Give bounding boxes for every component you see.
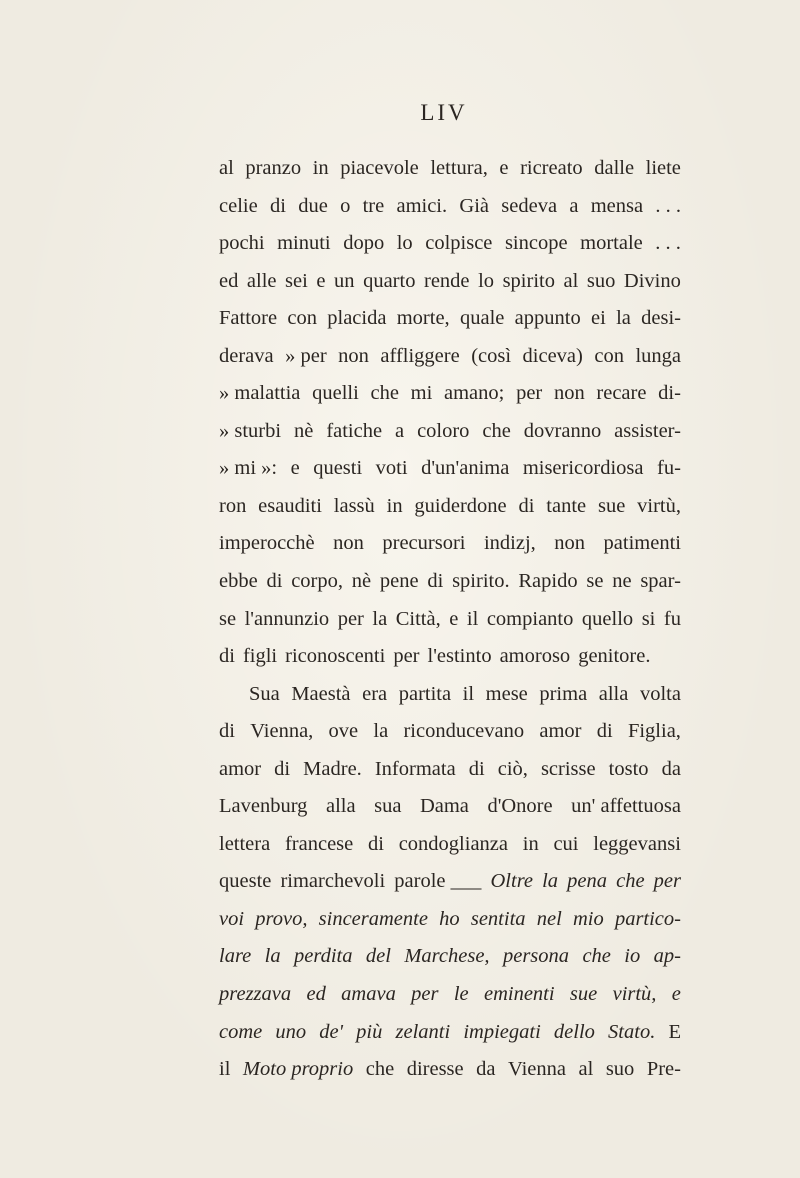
word: ho: [439, 907, 460, 930]
word: guiderdone: [414, 494, 507, 517]
word: Dama: [419, 795, 469, 818]
word: l'annunzio: [244, 607, 330, 630]
word: di: [596, 720, 613, 743]
word: voi: [219, 907, 245, 930]
word: che: [370, 382, 399, 405]
word: fatiche: [326, 419, 383, 442]
text-line: [219, 601, 681, 639]
word: suo: [605, 1058, 635, 1081]
word: di: [269, 194, 286, 217]
word: prima: [539, 682, 588, 705]
word: amor: [539, 720, 582, 743]
word: d'un'anima: [421, 457, 510, 480]
word: persona: [502, 945, 570, 968]
word: non: [553, 382, 585, 405]
word: di: [266, 570, 283, 593]
word: Divino: [623, 269, 681, 292]
word: lunga: [635, 344, 681, 367]
word: mi: [410, 382, 433, 405]
word: di: [518, 494, 535, 517]
word: impiegati: [463, 1020, 541, 1043]
word: con: [594, 344, 624, 367]
word: diceva): [522, 344, 583, 367]
word: lo: [396, 232, 413, 255]
word: placida: [327, 307, 387, 330]
word: volta: [639, 682, 681, 705]
word: a: [569, 194, 579, 217]
body-text: [219, 150, 681, 1089]
word: più: [356, 1020, 383, 1043]
word: Figlia,: [627, 720, 681, 743]
word: desi-: [641, 307, 681, 330]
word: da: [476, 1058, 496, 1081]
text-line: [219, 1051, 681, 1089]
word: genitore.: [578, 645, 651, 668]
word: ne: [612, 570, 632, 593]
word: Maestà: [291, 682, 351, 705]
word: voti: [375, 457, 408, 480]
word: uno: [275, 1020, 307, 1043]
word: prezzava: [219, 983, 292, 1006]
word: riconoscenti: [285, 645, 386, 668]
word: non: [338, 344, 369, 367]
word: figli: [242, 645, 278, 668]
word: ciò,: [497, 757, 528, 780]
word: piacevole: [340, 157, 419, 179]
word: pranzo: [245, 157, 302, 179]
word: ove: [328, 720, 359, 743]
word: esauditi: [258, 494, 322, 517]
word: Pre-: [646, 1058, 681, 1081]
word: spirito: [502, 269, 555, 292]
word: di: [219, 645, 235, 668]
text-line: [219, 338, 681, 376]
word: da: [661, 757, 681, 780]
word: per: [393, 645, 420, 668]
text-line: [219, 525, 681, 563]
word: compianto: [486, 607, 574, 630]
word: coloro: [417, 419, 470, 442]
word: pena: [567, 870, 608, 893]
word: appunto: [514, 307, 581, 330]
word: sinceramente: [318, 907, 428, 930]
word: sua: [374, 795, 402, 818]
word: minuti: [277, 232, 331, 255]
word: de': [319, 1020, 344, 1043]
word: dello: [553, 1020, 595, 1043]
word: la: [616, 307, 631, 330]
word: lo: [478, 269, 495, 292]
word: di: [368, 832, 384, 855]
word: cui: [553, 832, 579, 855]
word: amoroso: [499, 645, 571, 668]
text-line: [219, 375, 681, 413]
word: per: [411, 983, 439, 1006]
word: il: [219, 1058, 231, 1081]
word: al: [563, 269, 579, 292]
word: che: [582, 945, 611, 968]
word: se: [219, 607, 237, 630]
text-line: [219, 638, 681, 676]
text-line: [219, 488, 681, 526]
text-line: [219, 300, 681, 338]
word: due: [298, 194, 328, 217]
word: e: [316, 269, 326, 292]
word: di-: [658, 382, 681, 405]
word: Moto proprio: [242, 1058, 354, 1081]
word: virtù,: [612, 983, 657, 1006]
word: se: [586, 570, 604, 593]
word: ei: [590, 307, 606, 330]
word: patimenti: [603, 532, 681, 555]
word: spar-: [640, 570, 681, 593]
word: del: [365, 945, 391, 968]
word: morte,: [396, 307, 450, 330]
text-line: [219, 826, 681, 864]
word: rende: [424, 269, 470, 292]
word: o: [340, 194, 351, 217]
word: ron: [219, 494, 247, 517]
word: alla: [325, 795, 356, 818]
word: in: [522, 832, 539, 855]
word: amor: [219, 757, 262, 780]
word: d'Onore: [487, 795, 553, 818]
word: . . .: [655, 232, 681, 255]
word: lettera: [219, 832, 271, 855]
word: affliggere: [380, 344, 460, 367]
word: la: [372, 607, 388, 630]
word: Vienna: [508, 1058, 566, 1081]
word: la: [373, 720, 389, 743]
word: di: [274, 757, 291, 780]
word: ebbe: [219, 570, 258, 593]
word: sentita: [470, 907, 526, 930]
word: sincope: [504, 232, 568, 255]
word: di: [468, 757, 485, 780]
word: la: [542, 870, 559, 893]
text-line: [219, 188, 681, 226]
word: tre: [362, 194, 385, 217]
word: di: [427, 570, 444, 593]
word: sedeva: [501, 194, 558, 217]
word: un: [334, 269, 355, 292]
word: Oltre: [490, 870, 534, 893]
word: che: [365, 1058, 395, 1081]
word: ricreato: [520, 157, 583, 179]
word: mensa: [590, 194, 644, 217]
word: derava: [219, 344, 274, 367]
word: Sua: [249, 682, 280, 705]
word: E: [668, 1020, 681, 1043]
word: quelli: [312, 382, 359, 405]
word: indizj,: [483, 532, 536, 555]
word: quello: [581, 607, 634, 630]
word: ed: [219, 269, 239, 292]
word: a: [395, 419, 405, 442]
word: » malattia: [219, 382, 301, 405]
word: un' affettuosa: [571, 795, 681, 818]
word: lassù: [333, 494, 375, 517]
word: francese: [284, 832, 354, 855]
word: perdita: [294, 945, 353, 968]
word: come: [219, 1020, 263, 1043]
word: lettura,: [430, 157, 488, 179]
word: nè: [351, 570, 372, 593]
word: Lavenburg: [219, 795, 308, 818]
word: queste: [219, 870, 272, 893]
word: in: [386, 494, 403, 517]
word: Fattore: [219, 307, 278, 330]
word: rimarchevoli: [280, 870, 386, 893]
word: spirito.: [452, 570, 510, 593]
text-line: [219, 263, 681, 301]
word: recare: [596, 382, 647, 405]
text-line: [219, 901, 681, 939]
word: l'estinto: [427, 645, 492, 668]
word: dovranno: [523, 419, 602, 442]
page-number: LIV: [420, 100, 468, 125]
word: pochi: [219, 232, 265, 255]
word: mortale: [580, 232, 643, 255]
word: » per: [285, 344, 327, 367]
text-line: [219, 450, 681, 488]
word: condoglianza: [398, 832, 508, 855]
word: ap-: [653, 945, 681, 968]
word: non: [554, 532, 586, 555]
word: » sturbi: [219, 419, 282, 442]
word: quarto: [363, 269, 416, 292]
text-line: [219, 225, 681, 263]
word: scrisse: [540, 757, 596, 780]
word: la: [264, 945, 281, 968]
word: sue: [569, 983, 598, 1006]
text-line: [219, 1014, 681, 1052]
word: provo,: [255, 907, 308, 930]
word: fu: [663, 607, 681, 630]
word: di: [219, 720, 235, 743]
word: suo: [586, 269, 616, 292]
text-line: [219, 676, 681, 714]
word: Informata: [374, 757, 456, 780]
word: amano;: [444, 382, 505, 405]
word: che: [616, 870, 645, 893]
word: Già: [459, 194, 490, 217]
text-line: [219, 150, 681, 188]
word: nè: [294, 419, 314, 442]
word: amici.: [396, 194, 448, 217]
word: colpisce: [425, 232, 493, 255]
word: imperocchè: [219, 532, 315, 555]
text-line: [219, 413, 681, 451]
word: e: [290, 457, 300, 480]
word: Stato.: [608, 1020, 656, 1043]
word: si: [641, 607, 656, 630]
word: lare: [219, 945, 252, 968]
word: Città,: [395, 607, 441, 630]
word: zelanti: [395, 1020, 451, 1043]
text-line: [219, 938, 681, 976]
word: tosto: [608, 757, 649, 780]
word: diresse: [406, 1058, 464, 1081]
word: sei: [285, 269, 308, 292]
word: . . .: [655, 194, 681, 217]
word: mese: [485, 682, 528, 705]
word: alle: [246, 269, 277, 292]
word: (così: [471, 344, 512, 367]
word: partico-: [614, 907, 681, 930]
text-line: [219, 976, 681, 1014]
word: e: [499, 157, 509, 179]
word: ed: [306, 983, 326, 1006]
word: che: [482, 419, 511, 442]
word: il: [466, 607, 479, 630]
word: Madre.: [303, 757, 362, 780]
text-line: [219, 713, 681, 751]
word: eminenti: [483, 983, 555, 1006]
word: alla: [598, 682, 629, 705]
word: e: [671, 983, 681, 1006]
word: io: [624, 945, 641, 968]
word: questi: [313, 457, 363, 480]
word: al: [219, 157, 234, 179]
word: sue: [597, 494, 626, 517]
word: dopo: [343, 232, 385, 255]
word: celie: [219, 194, 258, 217]
word: per: [516, 382, 543, 405]
word: virtù,: [637, 494, 681, 517]
word: misericordiosa: [522, 457, 644, 480]
word: Marchese,: [404, 945, 490, 968]
word: Rapido: [518, 570, 578, 593]
word: precursori: [382, 532, 466, 555]
word: » mi »:: [219, 457, 278, 480]
word: per: [653, 870, 681, 893]
word: con: [287, 307, 317, 330]
word: quale: [459, 307, 505, 330]
word: al: [578, 1058, 594, 1081]
word: assister-: [614, 419, 681, 442]
word: fu-: [657, 457, 681, 480]
text-line: [219, 563, 681, 601]
word: per: [337, 607, 364, 630]
word: e: [449, 607, 459, 630]
text-line: [219, 863, 681, 901]
word: il: [462, 682, 475, 705]
word: amava: [341, 983, 396, 1006]
word: non: [333, 532, 364, 555]
word: le: [453, 983, 469, 1006]
word: nel: [536, 907, 562, 930]
word: parole ___: [394, 870, 482, 893]
text-line: [219, 788, 681, 826]
word: era: [362, 682, 388, 705]
word: pene: [379, 570, 419, 593]
word: leggevansi: [593, 832, 681, 855]
word: riconducevano: [403, 720, 525, 743]
word: tante: [546, 494, 587, 517]
word: liete: [645, 157, 681, 179]
word: corpo,: [291, 570, 343, 593]
word: partita: [398, 682, 452, 705]
word: dalle: [594, 157, 635, 179]
text-line: [219, 751, 681, 789]
word: in: [312, 157, 329, 179]
word: mio: [572, 907, 604, 930]
word: Vienna,: [250, 720, 314, 743]
